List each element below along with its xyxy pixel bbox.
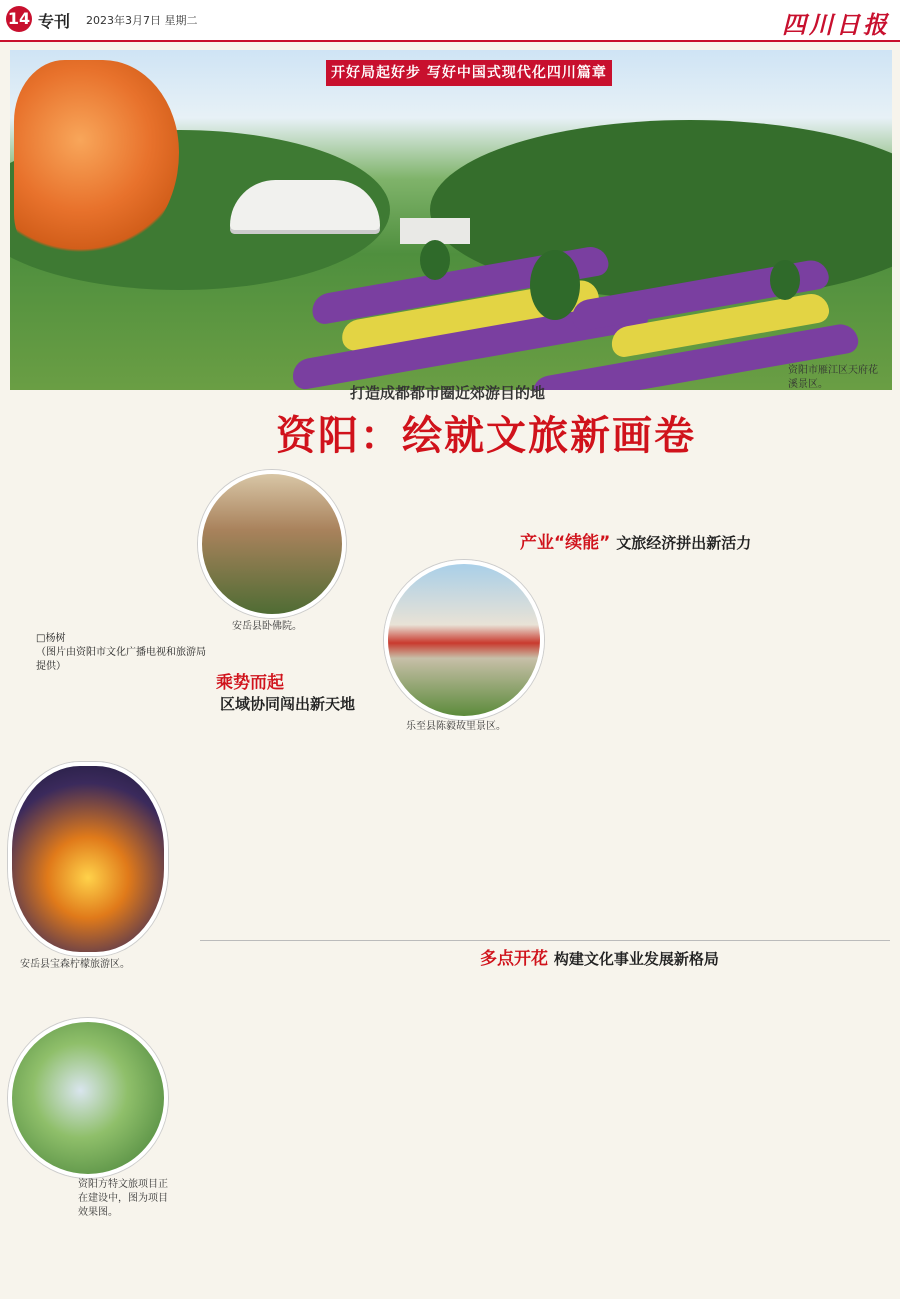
body-column: [416, 740, 540, 930]
body-column: [724, 968, 890, 1288]
section-heading-text: 区域协同闯出新天地: [220, 695, 356, 713]
body-column: [556, 968, 716, 1288]
section-heading-lead: 乘势而起: [216, 673, 284, 693]
author: □杨树: [36, 633, 66, 644]
caption-fantawild-project: 资阳方特文旅项目正在建设中，图为项目效果图。: [78, 1179, 168, 1218]
caption-wofoyuan: 安岳县卧佛院。: [232, 621, 302, 632]
newspaper-logo: 四川日报: [782, 10, 890, 39]
photo-chenyi-hometown: [384, 560, 544, 720]
page-number: 14: [6, 6, 32, 32]
section-heading-text: 文旅经济拼出新活力: [616, 534, 752, 552]
section-heading-text: 构建文化事业发展新格局: [553, 950, 719, 968]
divider: [200, 940, 890, 941]
body-column: [736, 574, 888, 934]
page-header: [0, 0, 900, 42]
photo-lemon-tourism: [8, 762, 168, 956]
series-banner: 开好局起好步 写好中国式现代化四川篇章: [326, 60, 612, 86]
section-heading-lead: 多点开花: [480, 949, 548, 969]
photo-wofoyuan: [198, 470, 346, 618]
section-heading-lead: 产业“续能”: [520, 533, 611, 553]
tree: [420, 240, 450, 280]
caption-lemon-tourism: 安岳县宝森柠檬旅游区。: [20, 959, 130, 970]
body-column: [416, 968, 548, 1288]
section-label: 专刊: [38, 12, 71, 31]
exhibition-building: [230, 180, 380, 230]
byline: [36, 632, 206, 674]
photo-credit: （图片由资阳市文化广播电视和旅游局提供）: [36, 647, 206, 672]
hero-caption: 资阳市雁江区天府花溪景区。: [788, 365, 878, 390]
section-heading: [480, 944, 719, 969]
body-column: [548, 574, 720, 934]
caption-chenyi-hometown: 乐至县陈毅故里景区。: [406, 721, 506, 732]
page-title: 资阳：绘就文旅新画卷: [276, 412, 696, 459]
body-column: [200, 718, 406, 1288]
issue-date: 2023年3月7日 星期二: [86, 14, 198, 27]
photo-fantawild-project: [8, 1018, 168, 1178]
section-heading: [520, 528, 751, 553]
subtitle: 打造成都都市圈近郊游目的地: [350, 384, 546, 402]
tree: [770, 260, 800, 300]
section-heading: [216, 668, 355, 714]
tree: [530, 250, 580, 320]
